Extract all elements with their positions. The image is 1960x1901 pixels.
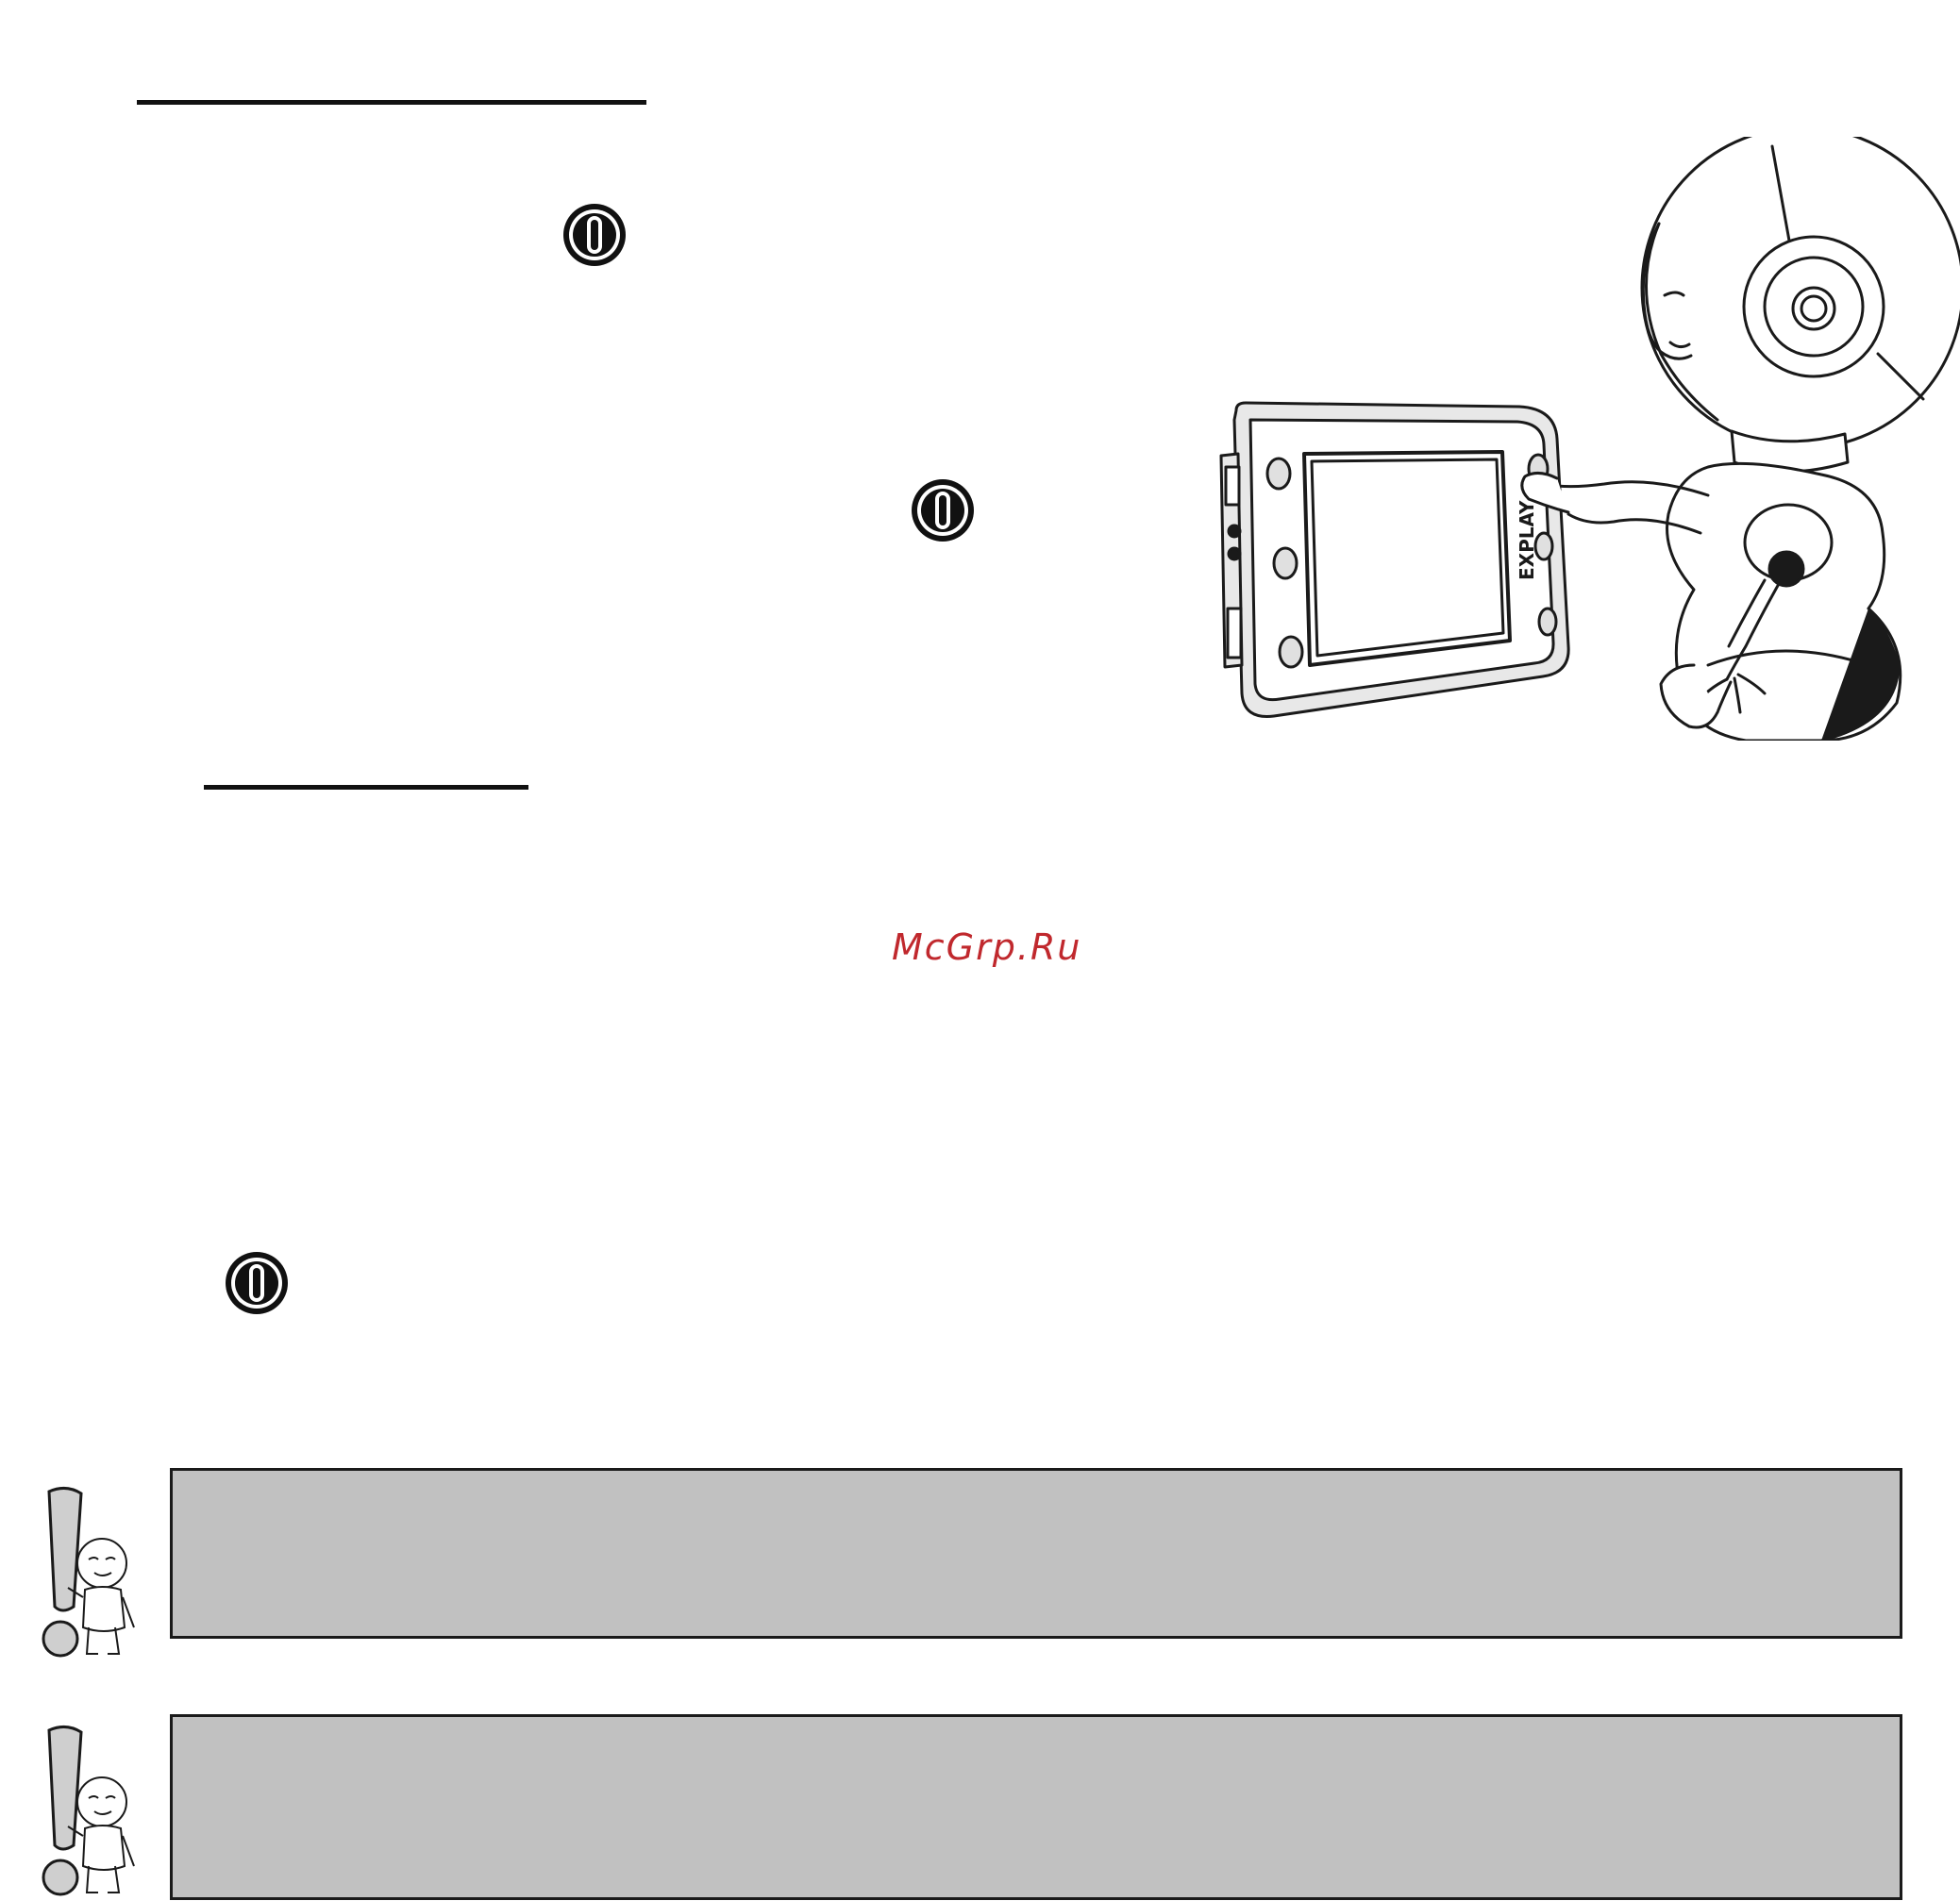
- note-box: [170, 1714, 1902, 1900]
- section-rule-top: [137, 100, 646, 105]
- power-icon: [561, 202, 628, 268]
- section-rule-middle: [204, 785, 528, 790]
- exclamation-mascot-icon: [28, 1725, 142, 1899]
- robot-device-illustration: [1217, 137, 1960, 741]
- note-box: [170, 1468, 1902, 1639]
- device-brand-label: EXPLAY: [1516, 500, 1538, 580]
- exclamation-mascot-icon: [28, 1486, 142, 1660]
- power-icon: [910, 477, 976, 543]
- watermark: McGrp.Ru: [892, 926, 1082, 968]
- power-icon: [224, 1250, 290, 1316]
